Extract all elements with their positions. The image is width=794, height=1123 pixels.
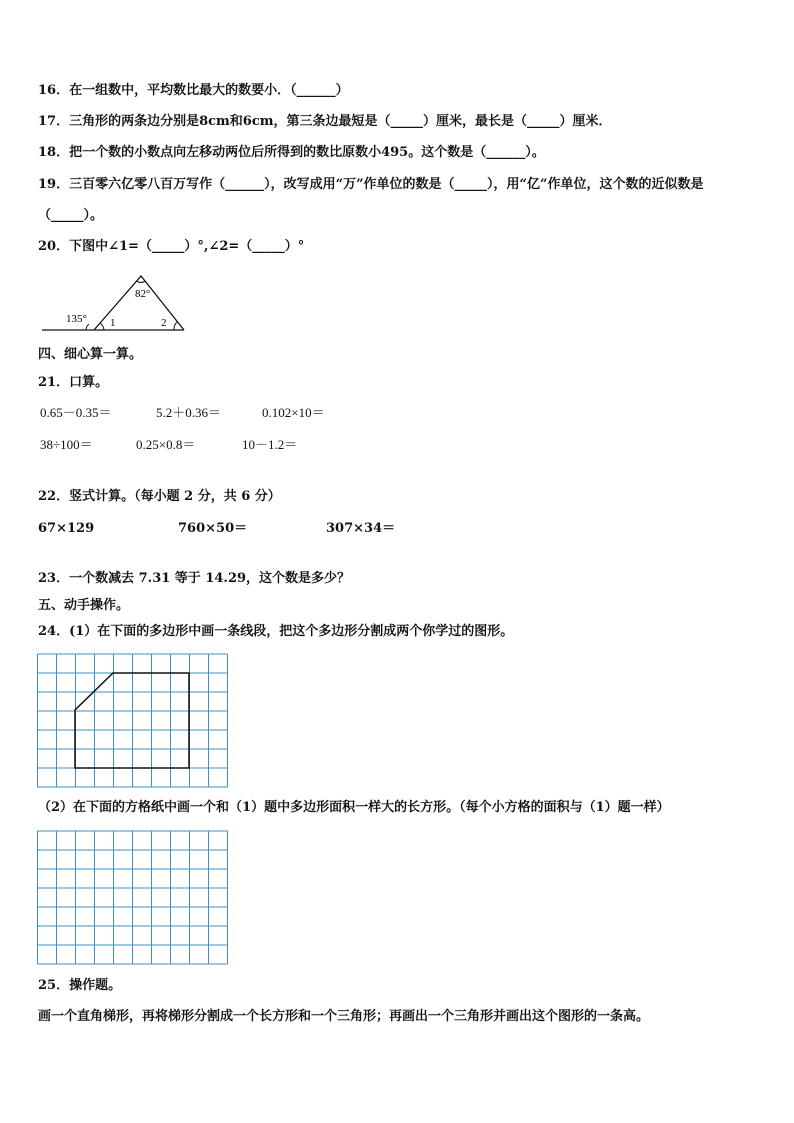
question-24-2: （2）在下面的方格纸中画一个和（1）题中多边形面积一样大的长方形。（每个小方格的面积与（1）题一样） <box>38 800 670 815</box>
question-18: 18．把一个数的小数点向左移动两位后所得到的数比原数小495。这个数是（______）。 <box>38 145 545 160</box>
ext-angle-label: 135° <box>66 313 87 325</box>
question-21: 21．口算。 <box>38 375 109 390</box>
question-19-line1: 19．三百零六亿零八百万写作（______），改写成用“万”作单位的数是（_____），用“亿”作单位，这个数的近似数是 <box>38 177 704 192</box>
oral-calc-6: 10－1.2＝ <box>242 437 298 452</box>
triangle-sides <box>94 276 184 330</box>
vertical-calc-3: 307×34＝ <box>326 521 396 536</box>
angle1-arc <box>100 323 104 330</box>
angle2-label: 2 <box>161 317 167 329</box>
oral-calc-2: 5.2＋0.36＝ <box>156 405 222 420</box>
oral-calc-5: 0.25×0.8＝ <box>136 437 196 452</box>
grid-lines-1 <box>38 654 228 787</box>
question-22: 22．竖式计算。（每小题 2 分，共 6 分） <box>38 489 281 504</box>
vertical-calc-1: 67×129 <box>38 521 95 536</box>
section-5-title: 五、动手操作。 <box>38 598 130 613</box>
top-angle-arc <box>137 281 145 283</box>
section-4-title: 四、细心算一算。 <box>38 347 143 362</box>
grid-2-empty <box>37 830 229 965</box>
question-16: 16．在一组数中，平均数比最大的数要小．（______） <box>38 83 349 98</box>
triangle-figure <box>38 266 198 338</box>
question-20: 20．下图中∠1=（_____）°,∠2=（_____）° <box>38 239 305 254</box>
question-25-text: 画一个直角梯形，再将梯形分割成一个长方形和一个三角形；再画出一个三角形并画出这个图形的一条高。 <box>38 1009 650 1024</box>
angle1-label: 1 <box>110 317 116 329</box>
oral-calc-3: 0.102×10＝ <box>262 405 325 420</box>
question-23: 23．一个数减去 7.31 等于 14.29，这个数是多少？ <box>38 571 351 586</box>
question-19-line2: （_____）。 <box>38 208 104 223</box>
top-angle-label: 82° <box>135 288 151 300</box>
angle2-arc <box>174 322 177 330</box>
question-25: 25．操作题。 <box>38 978 122 993</box>
vertical-calc-2: 760×50＝ <box>178 521 248 536</box>
question-17: 17．三角形的两条边分别是8cm和6cm，第三条边最短是（_____）厘米，最长是（_____）厘米． <box>38 114 612 129</box>
grid-lines-2 <box>38 831 228 964</box>
question-24-1: 24．(1）在下面的多边形中画一条线段，把这个多边形分割成两个你学过的图形。 <box>38 624 514 639</box>
oral-calc-1: 0.65－0.35＝ <box>40 405 112 420</box>
oral-calc-4: 38÷100＝ <box>40 437 93 452</box>
grid-1-polygon <box>37 653 229 788</box>
